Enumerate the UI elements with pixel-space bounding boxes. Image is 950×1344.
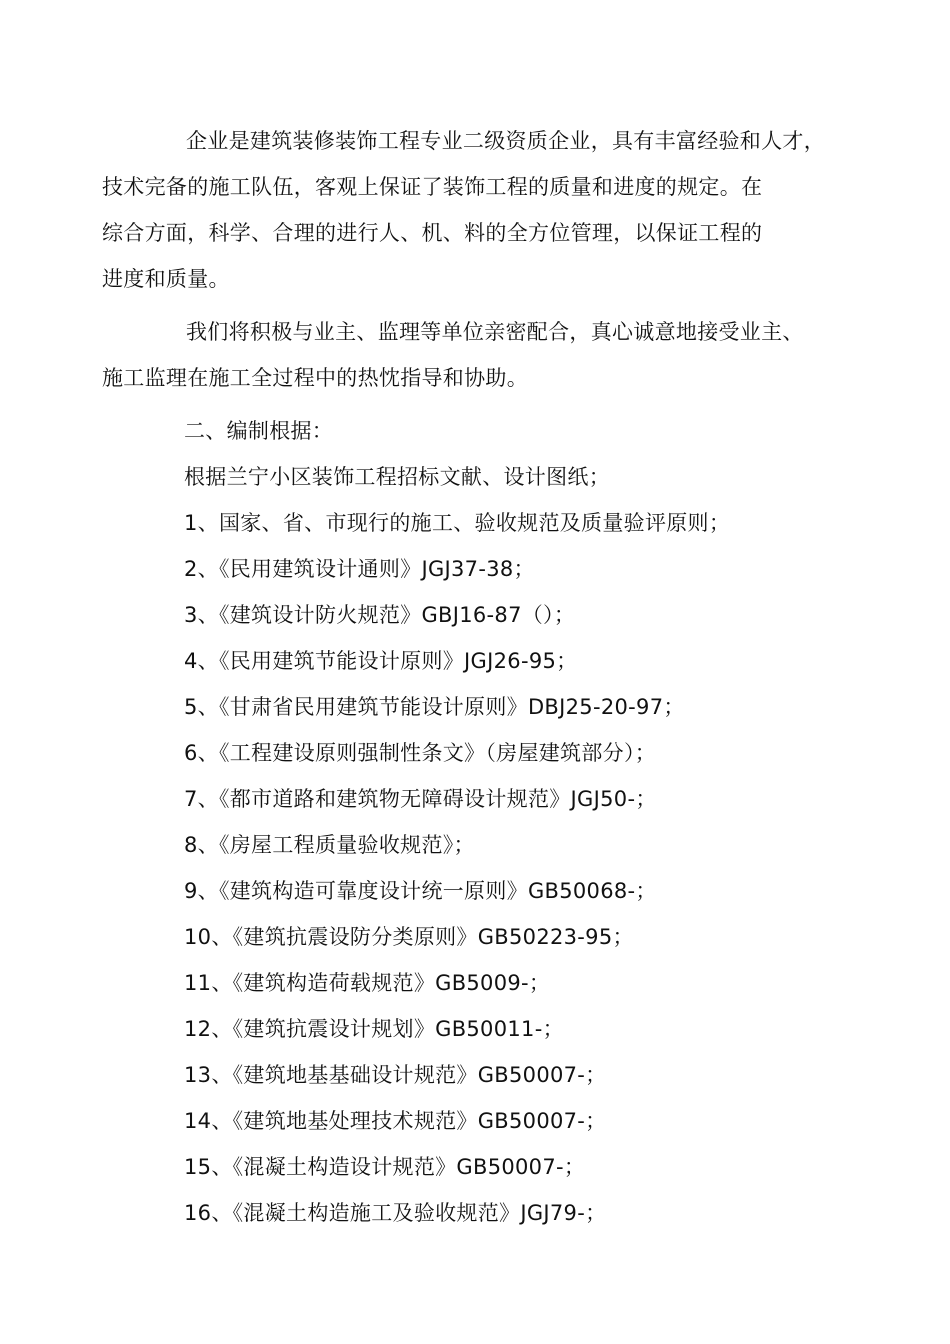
- list-item: 6、《工程建设原则强制性条文》（房屋建筑部分）；: [184, 741, 657, 765]
- list-item: 16、《混凝土构造施工及验收规范》JGJ79-；: [184, 1201, 607, 1225]
- list-item: 11、《建筑构造荷载规范》GB5009-；: [184, 971, 551, 995]
- basis-list: [144, 500, 864, 1236]
- list-item: 1、国家、省、市现行的施工、验收规范及质量验评原则；: [184, 511, 731, 535]
- list-item: 8、《房屋工程质量验收规范》；: [184, 833, 475, 857]
- list-item: 4、《民用建筑节能设计原则》JGJ26-95；: [184, 649, 578, 673]
- section-heading-basis: 二、编制根据：: [184, 419, 334, 443]
- intro-paragraph-company: [102, 118, 864, 302]
- document-page: [102, 118, 864, 1236]
- list-item: 9、《建筑构造可靠度设计统一原则》GB50068-；: [184, 879, 657, 903]
- list-item: 14、《建筑地基处理技术规范》GB50007-；: [184, 1109, 607, 1133]
- intro-paragraph-cooperation: [102, 309, 864, 401]
- paragraph-line: 综合方面，科学、合理的进行人、机、料的全方位管理，以保证工程的: [102, 221, 763, 245]
- list-item: 2、《民用建筑设计通则》JGJ37-38；: [184, 557, 535, 581]
- list-item: 3、《建筑设计防火规范》GBJ16-87（）；: [184, 603, 576, 627]
- list-item: 10、《建筑抗震设防分类原则》GB50223-95；: [184, 925, 634, 949]
- list-item: 5、《甘肃省民用建筑节能设计原则》DBJ25-20-97；: [184, 695, 685, 719]
- list-item: 12、《建筑抗震设计规划》GB50011-；: [184, 1017, 564, 1041]
- paragraph-line: 企业是建筑装修装饰工程专业二级资质企业，具有丰富经验和人才，: [186, 129, 825, 153]
- paragraph-line: 技术完备的施工队伍，客观上保证了装饰工程的质量和进度的规定。在: [102, 175, 763, 199]
- paragraph-line: 进度和质量。: [102, 267, 230, 291]
- list-item: 13、《建筑地基基础设计规范》GB50007-；: [184, 1063, 607, 1087]
- paragraph-line: 施工监理在施工全过程中的热忱指导和协助。: [102, 366, 528, 390]
- list-item: 7、《都市道路和建筑物无障碍设计规范》JGJ50-；: [184, 787, 657, 811]
- list-item: 15、《混凝土构造设计规范》GB50007-；: [184, 1155, 586, 1179]
- paragraph-line: 我们将积极与业主、监理等单位亲密配合，真心诚意地接受业主、: [186, 320, 804, 344]
- basis-intro: 根据兰宁小区装饰工程招标文献、设计图纸；: [184, 465, 610, 489]
